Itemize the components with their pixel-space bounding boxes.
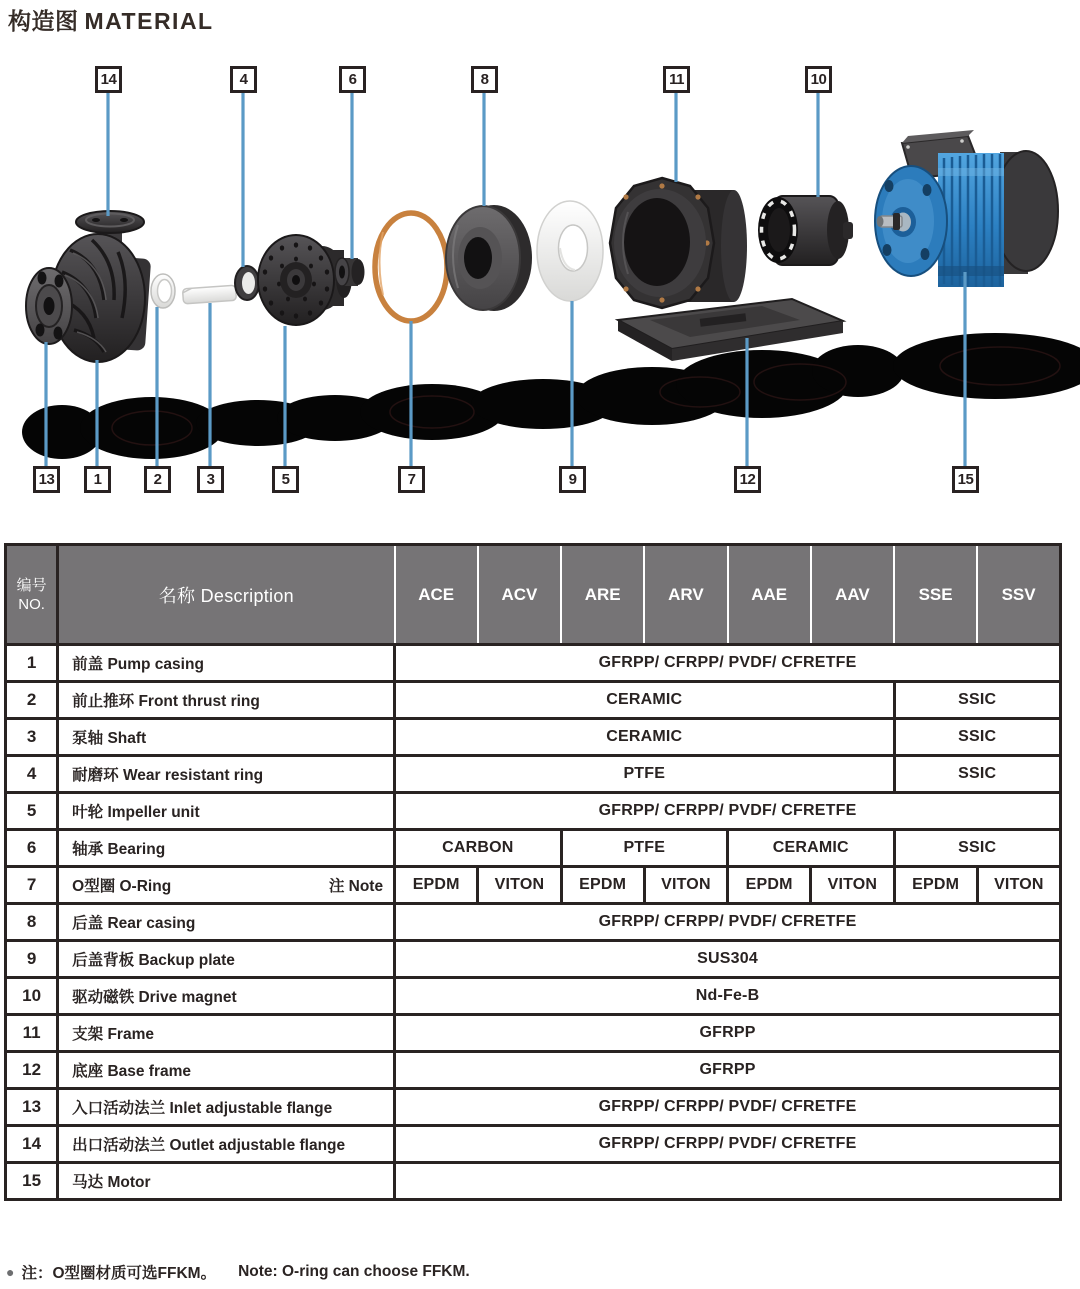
table-row bbox=[6, 793, 1061, 830]
header-no bbox=[6, 545, 58, 645]
row-no: 9 bbox=[6, 941, 58, 978]
row-material: GFRPP/ CFRPP/ PVDF/ CFRETFE bbox=[395, 1126, 1061, 1163]
row-material: EPDM bbox=[561, 867, 644, 904]
header-model-aae: AAE bbox=[728, 545, 811, 645]
row-no: 4 bbox=[6, 756, 58, 793]
table-row bbox=[6, 645, 1061, 682]
part-backup-plate bbox=[537, 201, 603, 301]
callout-13: 13 bbox=[33, 466, 60, 493]
table-row bbox=[6, 1126, 1061, 1163]
row-desc-label: O型圈 O-Ring bbox=[72, 878, 172, 895]
row-material: CARBON bbox=[395, 830, 561, 867]
row-desc: 轴承 Bearing bbox=[58, 830, 395, 867]
row-material: VITON bbox=[478, 867, 561, 904]
row-material: GFRPP bbox=[395, 1052, 1061, 1089]
header-description: 名称 Description bbox=[58, 545, 395, 645]
row-material: SSIC bbox=[894, 719, 1061, 756]
row-desc: 后盖 Rear casing bbox=[58, 904, 395, 941]
footnote-en: Note: O-ring can choose FFKM. bbox=[238, 1263, 470, 1280]
table-row bbox=[6, 1089, 1061, 1126]
table-row bbox=[6, 941, 1061, 978]
page-title-en: MATERIAL bbox=[84, 8, 214, 34]
table-row bbox=[6, 904, 1061, 941]
exploded-diagram bbox=[0, 0, 1080, 540]
row-material: EPDM bbox=[894, 867, 977, 904]
row-material: GFRPP/ CFRPP/ PVDF/ CFRETFE bbox=[395, 904, 1061, 941]
row-material: Nd-Fe-B bbox=[395, 978, 1061, 1015]
part-motor bbox=[875, 130, 1058, 287]
row-material: GFRPP/ CFRPP/ PVDF/ CFRETFE bbox=[395, 645, 1061, 682]
row-desc: 叶轮 Impeller unit bbox=[58, 793, 395, 830]
row-material: GFRPP bbox=[395, 1015, 1061, 1052]
header-model-acv: ACV bbox=[478, 545, 561, 645]
callout-9: 9 bbox=[559, 466, 586, 493]
part-drive-magnet bbox=[758, 196, 853, 265]
part-frame bbox=[610, 178, 747, 308]
row-desc: 入口活动法兰 Inlet adjustable flange bbox=[58, 1089, 395, 1126]
row-material: VITON bbox=[977, 867, 1060, 904]
row-desc: 耐磨环 Wear resistant ring bbox=[58, 756, 395, 793]
header-model-ssv: SSV bbox=[977, 545, 1060, 645]
row-no: 7 bbox=[6, 867, 58, 904]
row-material: EPDM bbox=[395, 867, 478, 904]
row-desc: 驱动磁铁 Drive magnet bbox=[58, 978, 395, 1015]
callout-7: 7 bbox=[398, 466, 425, 493]
callout-1: 1 bbox=[84, 466, 111, 493]
row-no: 10 bbox=[6, 978, 58, 1015]
part-base-frame bbox=[618, 299, 843, 361]
exploded-diagram-art bbox=[0, 0, 1080, 540]
row-material: VITON bbox=[644, 867, 727, 904]
row-no: 15 bbox=[6, 1163, 58, 1200]
callout-4: 4 bbox=[230, 66, 257, 93]
header-model-arv: ARV bbox=[644, 545, 727, 645]
table-row bbox=[6, 867, 1061, 904]
page-title-zh: 构造图 bbox=[8, 8, 79, 34]
callout-3: 3 bbox=[197, 466, 224, 493]
row-material: VITON bbox=[811, 867, 894, 904]
row-material: GFRPP/ CFRPP/ PVDF/ CFRETFE bbox=[395, 793, 1061, 830]
header-model-ace: ACE bbox=[395, 545, 478, 645]
header-model-are: ARE bbox=[561, 545, 644, 645]
row-no: 5 bbox=[6, 793, 58, 830]
row-desc: 前盖 Pump casing bbox=[58, 645, 395, 682]
row-material: SSIC bbox=[894, 830, 1061, 867]
material-table-wrap bbox=[4, 543, 1062, 1201]
row-no: 2 bbox=[6, 682, 58, 719]
row-note: 注 Note bbox=[328, 878, 384, 895]
callout-6: 6 bbox=[339, 66, 366, 93]
row-material: CERAMIC bbox=[728, 830, 894, 867]
row-no: 1 bbox=[6, 645, 58, 682]
callout-5: 5 bbox=[272, 466, 299, 493]
part-wear-ring bbox=[235, 266, 259, 300]
row-desc: 底座 Base frame bbox=[58, 1052, 395, 1089]
header-row bbox=[6, 545, 1061, 645]
row-no: 6 bbox=[6, 830, 58, 867]
row-material: SUS304 bbox=[395, 941, 1061, 978]
part-pump-casing bbox=[26, 211, 151, 362]
row-no: 13 bbox=[6, 1089, 58, 1126]
row-material bbox=[395, 1163, 1061, 1200]
table-row bbox=[6, 1015, 1061, 1052]
row-no: 3 bbox=[6, 719, 58, 756]
row-material: GFRPP/ CFRPP/ PVDF/ CFRETFE bbox=[395, 1089, 1061, 1126]
row-material: SSIC bbox=[894, 682, 1061, 719]
table-row bbox=[6, 978, 1061, 1015]
part-shaft bbox=[183, 285, 237, 304]
row-desc: 出口活动法兰 Outlet adjustable flange bbox=[58, 1126, 395, 1163]
row-desc: 前止推环 Front thrust ring bbox=[58, 682, 395, 719]
row-no: 11 bbox=[6, 1015, 58, 1052]
row-desc: 支架 Frame bbox=[58, 1015, 395, 1052]
header-model-aav: AAV bbox=[811, 545, 894, 645]
callout-14: 14 bbox=[95, 66, 122, 93]
row-desc: 后盖背板 Backup plate bbox=[58, 941, 395, 978]
table-row bbox=[6, 719, 1061, 756]
part-rear-casing bbox=[446, 205, 532, 311]
row-material: SSIC bbox=[894, 756, 1061, 793]
material-table bbox=[4, 543, 1062, 1201]
table-row bbox=[6, 1052, 1061, 1089]
bullet-icon: ● bbox=[6, 1264, 15, 1280]
row-material: PTFE bbox=[395, 756, 894, 793]
callout-15: 15 bbox=[952, 466, 979, 493]
footnote-zh: 注：O型圈材质可选FFKM。 bbox=[21, 1265, 217, 1282]
callout-2: 2 bbox=[144, 466, 171, 493]
row-no: 12 bbox=[6, 1052, 58, 1089]
row-desc bbox=[58, 867, 395, 904]
callout-10: 10 bbox=[805, 66, 832, 93]
table-row bbox=[6, 682, 1061, 719]
callout-8: 8 bbox=[471, 66, 498, 93]
header-model-sse: SSE bbox=[894, 545, 977, 645]
callout-11: 11 bbox=[663, 66, 690, 93]
row-material: CERAMIC bbox=[395, 719, 894, 756]
row-no: 8 bbox=[6, 904, 58, 941]
header-no-zh: 编号 bbox=[16, 576, 47, 594]
table-row bbox=[6, 830, 1061, 867]
row-no: 14 bbox=[6, 1126, 58, 1163]
part-front-thrust-ring bbox=[151, 274, 175, 308]
row-material: PTFE bbox=[561, 830, 727, 867]
row-material: EPDM bbox=[728, 867, 811, 904]
row-desc: 马达 Motor bbox=[58, 1163, 395, 1200]
row-desc: 泵轴 Shaft bbox=[58, 719, 395, 756]
callout-12: 12 bbox=[734, 466, 761, 493]
part-o-ring bbox=[375, 213, 447, 321]
part-bearing bbox=[335, 258, 365, 286]
table-row bbox=[6, 1163, 1061, 1200]
footnote bbox=[6, 1261, 470, 1283]
ground-shadow bbox=[22, 333, 1080, 459]
header-no-en: NO. bbox=[18, 595, 45, 613]
table-row bbox=[6, 756, 1061, 793]
row-material: CERAMIC bbox=[395, 682, 894, 719]
